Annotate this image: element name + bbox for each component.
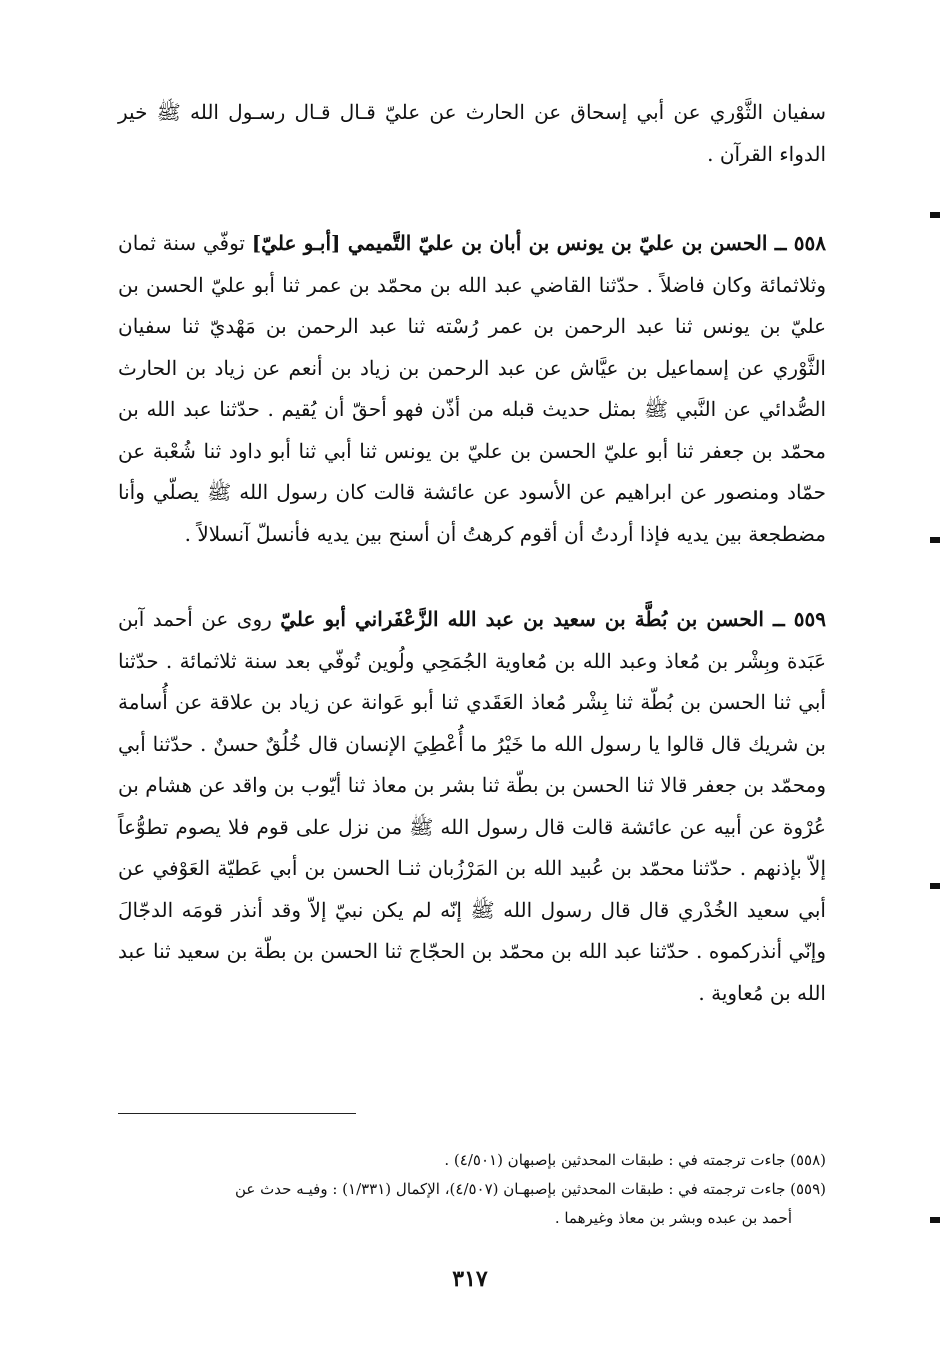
entry-559-heading: ٥٥٩ ــ الحسن بن بُطَّة بن سعيد بن عبد الله الزَّعْفَراني أبو عليّ: [280, 607, 826, 631]
edge-mark: [930, 212, 940, 218]
edge-mark: [930, 1217, 940, 1223]
entry-558: [118, 223, 826, 555]
entry-558-body: توفّي سنة ثمان وثلاثمائة وكان فاضلاً . حدّثنا القاضي عبد الله بن محمّد بن عمر ثنا أبو عليّ الحسن بن عليّ بن يونس ثنا عبد الرحمن بن عمر رُسْته ثنا عبد الرحمن بن مَهْديّ ثنا سفيان الثَّوْري عن إسماعيل بن عيَّاش عن عبد الرحمن بن زياد بن أنعم عن زياد بن الحارث الصُّدائي عن النَّبي ﷺ بمثل حديث قبله من أذّن فهو أحقّ أن يُقيم . حدّثنا عبد الله بن محمّد بن جعفر ثنا أبو عليّ الحسن بن عليّ بن يونس ثنا أبي ثنا أبو داود ثنا شُعْبة عن حمّاد ومنصور عن ابراهيم عن الأسود عن عائشة قالت كان رسول الله ﷺ يصلّي وأنا مضطجعة بين يديه فإذا أردتُ أن أقوم كرهتُ أن أسنح بين يديه فأنسلّ آنسلالاً .: [118, 231, 827, 546]
entry-558-heading: ٥٥٨ ــ الحسن بن عليّ بن يونس بن أبان بن عليّ التَّميمي [أبـو عليّ]: [251, 231, 826, 255]
footnote-558: (٥٥٨) جاءت ترجمته في : طبقات المحدثين بإصبهان (٤/٥٠١) .: [444, 1151, 826, 1169]
page-number: ٣١٧: [452, 1266, 488, 1292]
footnote-divider: [118, 1113, 356, 1114]
footnotes: [118, 1146, 826, 1233]
entry-559: [118, 599, 826, 1014]
entry-559-body: روى عن أحمد آبن عَبَدة وبِشْر بن مُعاذ وعبد الله بن مُعاوية الجُمَحِي ولُوين تُوفّي بعد سنة ثلاثمائة . حدّثنا أبي ثنا الحسن بن بُطّة ثنا بِشْر مُعاذ العَقَدي ثنا أبو عَوانة عن زياد بن علاقة عن أُسامة بن شريك قال قالوا يا رسول الله ما خَيْرُ ما أُعْطِيَ الإنسان قال خُلُقٌ حسنٌ . حدّثنا أبي ومحمّد بن جعفر قالا ثنا الحسن بن بطّة ثنا بشر بن معاذ ثنا أيّوب بن واقد عن هشام بن عُرْوة عن أبيه عن عائشة قالت قال رسول الله ﷺ من نزل على قوم فلا يصوم تطوُّعاً إلاّ بإذنهم . حدّثنا محمّد بن عُبيد الله بن المَرْزُبان ثنـا الحسن بن أبي عَطيّة العَوْفي عن أبي سعيد الخُدْري قال قال رسول الله ﷺ إنّه لم يكن نبيّ إلاّ وقد أنذر قومَه الدجّالَ وإنّي أنذركموه . حدّثنا عبد الله بن محمّد بن الحجّاج ثنا الحسن بن بطّة بن سعيد ثنا عبد الله بن مُعاوية .: [118, 607, 826, 1005]
footnote-559-line1: (٥٥٩) جاءت ترجمته في : طبقات المحدثين بإصبهـان (٤/٥٠٧)، الإكمال (١/٣٣١) : وفيـه حدث عن: [235, 1180, 826, 1198]
edge-mark: [930, 537, 940, 543]
main-text: [118, 92, 826, 1014]
intro-paragraph: [118, 92, 826, 175]
edge-mark: [930, 883, 940, 889]
footnote-559-line2: أحمد بن عبده وبشر بن معاذ وغيرهما .: [554, 1209, 792, 1227]
intro-text: سفيان الثَّوْري عن أبي إسحاق عن الحارث عن عليّ قـال قـال رسـول الله ﷺ خير الدواء القرآن .: [118, 100, 826, 166]
